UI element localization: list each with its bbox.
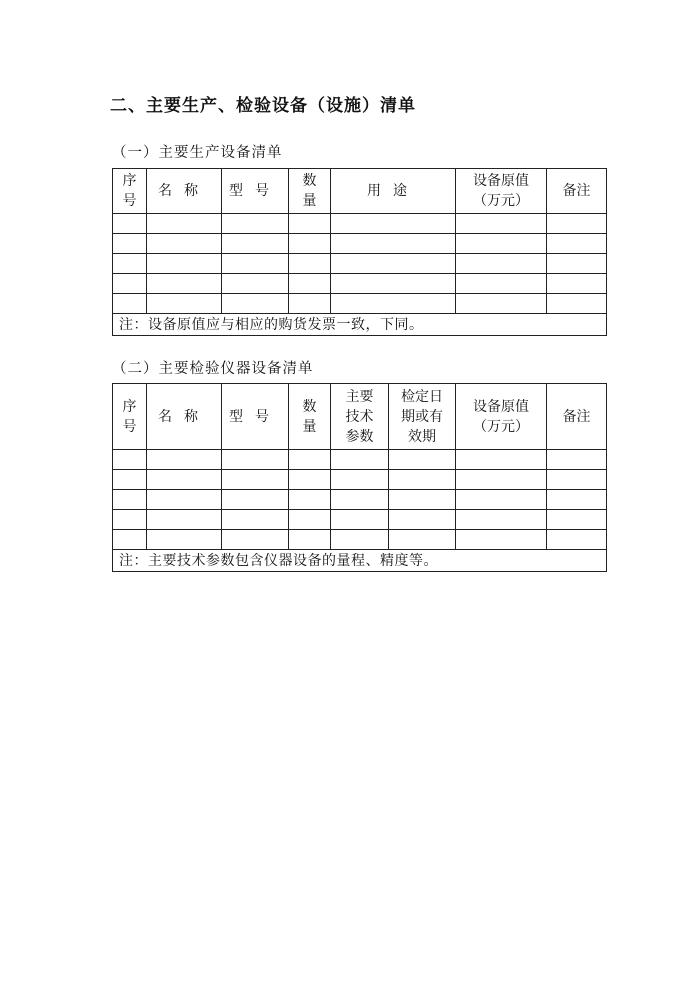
cell[interactable] bbox=[547, 530, 607, 550]
cell[interactable] bbox=[113, 450, 147, 470]
header-model: 型号 bbox=[222, 384, 289, 450]
production-equipment-title: （一）主要生产设备清单 bbox=[112, 145, 283, 161]
cell[interactable] bbox=[222, 274, 289, 294]
cell[interactable] bbox=[547, 450, 607, 470]
cell[interactable] bbox=[222, 490, 289, 510]
cell[interactable] bbox=[331, 530, 389, 550]
cell[interactable] bbox=[547, 254, 607, 274]
cell[interactable] bbox=[289, 214, 331, 234]
table-note: 注：设备原值应与相应的购货发票一致，下同。 bbox=[113, 314, 607, 336]
cell[interactable] bbox=[289, 530, 331, 550]
cell[interactable] bbox=[389, 530, 456, 550]
table-row bbox=[113, 450, 607, 470]
inspection-equipment-table bbox=[112, 383, 607, 572]
cell[interactable] bbox=[222, 470, 289, 490]
cell[interactable] bbox=[113, 234, 147, 254]
cell[interactable] bbox=[456, 234, 547, 254]
cell[interactable] bbox=[547, 470, 607, 490]
header-remarks: 备注 bbox=[547, 384, 607, 450]
cell[interactable] bbox=[147, 254, 222, 274]
table-note: 注：主要技术参数包含仪器设备的量程、精度等。 bbox=[113, 550, 607, 572]
header-quantity: 数 量 bbox=[289, 169, 331, 214]
cell[interactable] bbox=[331, 294, 456, 314]
table-header-row bbox=[113, 384, 607, 450]
cell[interactable] bbox=[389, 510, 456, 530]
header-technical-params: 主要 技术 参数 bbox=[331, 384, 389, 450]
table-header-row bbox=[113, 169, 607, 214]
cell[interactable] bbox=[113, 274, 147, 294]
cell[interactable] bbox=[289, 470, 331, 490]
table-row bbox=[113, 274, 607, 294]
cell[interactable] bbox=[222, 510, 289, 530]
header-usage: 用途 bbox=[331, 169, 456, 214]
header-index: 序 号 bbox=[113, 384, 147, 450]
cell[interactable] bbox=[147, 294, 222, 314]
cell[interactable] bbox=[389, 470, 456, 490]
cell[interactable] bbox=[147, 234, 222, 254]
cell[interactable] bbox=[147, 214, 222, 234]
cell[interactable] bbox=[547, 490, 607, 510]
cell[interactable] bbox=[456, 510, 547, 530]
cell[interactable] bbox=[222, 530, 289, 550]
cell[interactable] bbox=[147, 274, 222, 294]
cell[interactable] bbox=[547, 234, 607, 254]
cell[interactable] bbox=[331, 450, 389, 470]
cell[interactable] bbox=[456, 274, 547, 294]
cell[interactable] bbox=[456, 530, 547, 550]
cell[interactable] bbox=[331, 274, 456, 294]
header-model: 型号 bbox=[222, 169, 289, 214]
cell[interactable] bbox=[147, 450, 222, 470]
cell[interactable] bbox=[456, 470, 547, 490]
cell[interactable] bbox=[289, 234, 331, 254]
header-index: 序 号 bbox=[113, 169, 147, 214]
table-row bbox=[113, 234, 607, 254]
table-row bbox=[113, 510, 607, 530]
table-row bbox=[113, 214, 607, 234]
header-name: 名称 bbox=[147, 384, 222, 450]
cell[interactable] bbox=[547, 510, 607, 530]
cell[interactable] bbox=[147, 530, 222, 550]
cell[interactable] bbox=[289, 510, 331, 530]
cell[interactable] bbox=[222, 254, 289, 274]
cell[interactable] bbox=[113, 470, 147, 490]
header-original-value: 设备原值 （万元） bbox=[456, 169, 547, 214]
production-equipment-table bbox=[112, 168, 607, 336]
cell[interactable] bbox=[289, 490, 331, 510]
cell[interactable] bbox=[113, 490, 147, 510]
cell[interactable] bbox=[289, 294, 331, 314]
header-remarks: 备注 bbox=[547, 169, 607, 214]
table-row bbox=[113, 254, 607, 274]
cell[interactable] bbox=[547, 214, 607, 234]
header-name: 名称 bbox=[147, 169, 222, 214]
cell[interactable] bbox=[456, 294, 547, 314]
cell[interactable] bbox=[331, 214, 456, 234]
header-original-value: 设备原值 （万元） bbox=[456, 384, 547, 450]
cell[interactable] bbox=[113, 254, 147, 274]
header-calibration-date: 检定日 期或有 效期 bbox=[389, 384, 456, 450]
cell[interactable] bbox=[113, 530, 147, 550]
cell[interactable] bbox=[456, 214, 547, 234]
cell[interactable] bbox=[389, 490, 456, 510]
cell[interactable] bbox=[289, 450, 331, 470]
cell[interactable] bbox=[456, 254, 547, 274]
cell[interactable] bbox=[331, 254, 456, 274]
cell[interactable] bbox=[113, 510, 147, 530]
cell[interactable] bbox=[547, 274, 607, 294]
cell[interactable] bbox=[456, 490, 547, 510]
header-quantity: 数 量 bbox=[289, 384, 331, 450]
cell[interactable] bbox=[289, 274, 331, 294]
cell[interactable] bbox=[147, 490, 222, 510]
cell[interactable] bbox=[147, 470, 222, 490]
table-note-row bbox=[113, 314, 607, 336]
cell[interactable] bbox=[222, 214, 289, 234]
section-title: 二、主要生产、检验设备（设施）清单 bbox=[110, 96, 416, 116]
cell[interactable] bbox=[331, 234, 456, 254]
cell[interactable] bbox=[547, 294, 607, 314]
cell[interactable] bbox=[331, 470, 389, 490]
cell[interactable] bbox=[222, 294, 289, 314]
cell[interactable] bbox=[389, 450, 456, 470]
cell[interactable] bbox=[113, 214, 147, 234]
cell[interactable] bbox=[147, 510, 222, 530]
cell[interactable] bbox=[331, 490, 389, 510]
table-row bbox=[113, 530, 607, 550]
inspection-equipment-title: （二）主要检验仪器设备清单 bbox=[112, 361, 314, 377]
cell[interactable] bbox=[289, 254, 331, 274]
cell[interactable] bbox=[222, 234, 289, 254]
cell[interactable] bbox=[113, 294, 147, 314]
table-row bbox=[113, 470, 607, 490]
cell[interactable] bbox=[331, 510, 389, 530]
table-row bbox=[113, 294, 607, 314]
table-note-row bbox=[113, 550, 607, 572]
table-row bbox=[113, 490, 607, 510]
cell[interactable] bbox=[222, 450, 289, 470]
cell[interactable] bbox=[456, 450, 547, 470]
